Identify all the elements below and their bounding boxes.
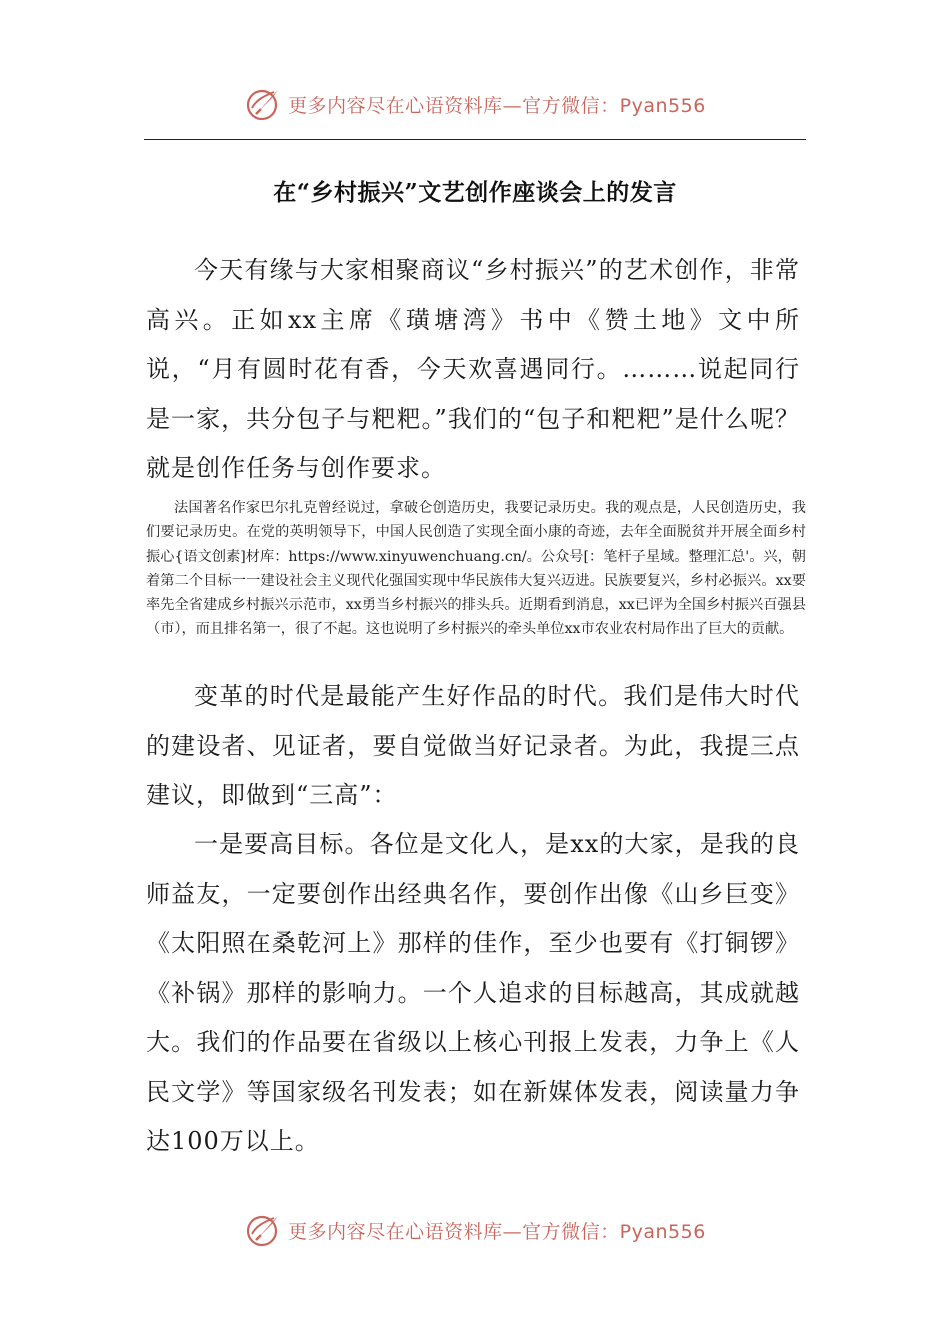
paragraph-1: 今天有缘与大家相聚商议“乡村振兴”的艺术创作，非常高兴。正如xx主席《璜塘湾》书中《赞土地》文中所说，“月有圆时花有香，今天欢喜遇同行。………说起同行是一家，共分包子与粑粑。”我们的“包子和粑粑”是什么呢？就是创作任务与创作要求。 <box>146 256 800 482</box>
footer-banner-text: 更多内容尽在心语资料库—官方微信：Pyan556 <box>288 1220 706 1243</box>
header-banner-text: 更多内容尽在心语资料库—官方微信：Pyan556 <box>288 94 706 117</box>
paragraph-4: 一是要高目标。各位是文化人，是xx的大家，是我的良师益友，一定要创作出经典名作，要创作出像《山乡巨变》《太阳照在桑乾河上》那样的佳作，至少也要有《打铜锣》《补锅》那样的影响力。一个人追求的目标越高，其成就越大。我们的作品要在省级以上核心刊报上发表，力争上《人民文学》等国家级名刊发表；如在新媒体发表，阅读量力争达100万以上。 <box>146 830 800 1155</box>
pen-nib-circle-icon <box>244 1210 284 1250</box>
header-wechat-id: Pyan556 <box>619 94 706 117</box>
paragraph-2: 法国著名作家巴尔扎克曾经说过，拿破仑创造历史，我要记录历史。我的观点是，人民创造历史，我们要记录历史。在党的英明领导下，中国人民创造了实现全面小康的奇迹，去年全面脱贫并开展全面乡村振心{语文创素]材库：https://www.xinyuwenchuang.cn/。公众号[：笔杆子星域。整理汇总'。兴，朝着第二个目标一一建设社会主义现代化强国实现中华民族伟大复兴迈进。民族要复兴，乡村必振兴。xx要率先全省建成乡村振兴示范市，xx勇当乡村振兴的排头兵。近期看到消息，xx已评为全国乡村振兴百强县（市），而且排名第一，很了不起。这也说明了乡村振兴的牵头单位xx市农业农村局作出了巨大的贡献。 <box>146 500 806 638</box>
pen-nib-circle-icon <box>244 84 284 124</box>
paragraph-3: 变革的时代是最能产生好作品的时代。我们是伟大时代的建设者、见证者，要自觉做当好记录者。为此，我提三点建议，即做到“三高”： <box>146 682 800 809</box>
footer-banner <box>0 1208 950 1252</box>
footer-wechat-id: Pyan556 <box>619 1220 706 1243</box>
header-divider <box>144 139 806 140</box>
header-banner <box>0 82 950 126</box>
document-title: 在“乡村振兴”文艺创作座谈会上的发言 <box>273 179 677 206</box>
